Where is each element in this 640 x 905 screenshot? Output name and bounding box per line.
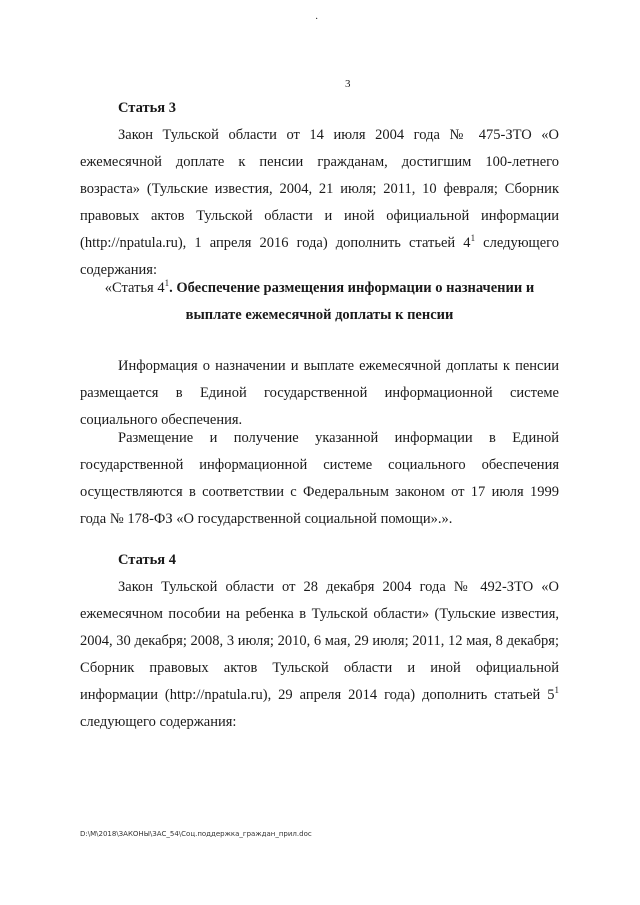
new-article-prefix: «Статья 4 [104,280,165,296]
article-4-body [80,574,559,736]
article-3-text-end: следующего содержания: [80,235,559,278]
new-article-title-line2: выплате ежемесячной доплаты к пенсии [185,307,454,323]
new-article-title [80,275,559,329]
new-article-sup: 1 [164,278,170,289]
article-3-heading: Статья 3 [118,100,176,116]
new-article-para-1: Информация о назначении и выплате ежемесячной доплаты к пенсии размещается в Единой государственной информационной системе социального обеспечения. [80,358,559,428]
article-3-body [80,122,559,284]
top-mark: · [315,14,319,25]
article-4-heading: Статья 4 [118,552,176,568]
article-4-text-end: следующего содержания: [80,714,237,730]
page-number: 3 [345,78,351,90]
article-4-text: Закон Тульской области от 28 декабря 2004 года № 492-ЗТО «О ежемесячном пособии на ребенка в Тульской области» (Тульские известия, 2004, 30 декабря; 2008, 3 июля; 2010, 6 мая, 29 июля; 2011, 12 мая, 8 декабря; Сборник правовых актов Тульской области и иной официальной информации (http://npatula.ru), 29 апреля 2014 года) дополнить статьей 5 [80,579,559,703]
article-4-sup: 1 [554,685,559,696]
new-article-para-2: Размещение и получение указанной информации в Единой государственной информационной системе социального обеспечения осуществляются в соответствии с Федеральным законом от 17 июля 1999 года № 178-ФЗ «О государственной социальной помощи».». [80,430,559,527]
article-3-sup: 1 [470,233,476,244]
new-article-title-line1: . Обеспечение размещения информации о назначении и [169,280,535,296]
article-3-text: Закон Тульской области от 14 июля 2004 года № 475-ЗТО «О ежемесячной доплате к пенсии гражданам, достигшим 100-летнего возраста» (Тульские известия, 2004, 21 июля; 2011, 10 февраля; Сборник правовых актов Тульской области и иной официальной информации (http://npatula.ru), 1 апреля 2016 года) дополнить статьей 4 [80,127,559,251]
footer-file-path: D:\M\2018\ЗАКОНЫ\ЗАС_54\Соц.поддержка_граждан_прил.doc [80,830,312,838]
